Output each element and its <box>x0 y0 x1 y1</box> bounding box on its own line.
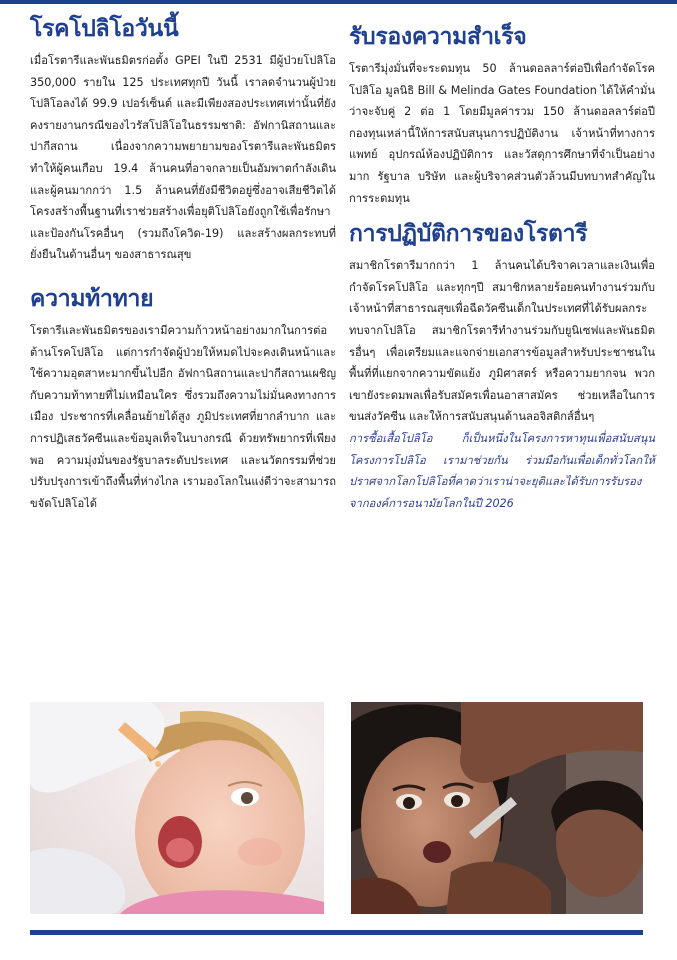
photo-child-illustration <box>30 702 324 914</box>
body-ensuring-success: โรตารีมุ่งมั่นที่จะระดมทุน 50 ล้านดอลลาร์ต่อปีเพื่อกำจัดโรคโปลิโอ มูลนิธิ Bill & Melinda Gates Foundation ได้ให้คำมั่นว่าจะจับคู่ 2 ต่อ 1 โดยมีมูลค่ารวม 150 ล้านดอลลาร์ต่อปี กองทุนเหล่านี้ให้การสนับสนุนการปฏิบัติงาน เจ้าหน้าที่ทางการแพทย์ อุปกรณ์ห้องปฏิบัติการ และวัสดุการศึกษาที่จำเป็นอย่างมาก รัฐบาล บริษัท และผู้บริจาคส่วนตัวล้วนมีบทบาทสำคัญในการระดมทุน <box>349 62 655 205</box>
right-column <box>349 22 655 514</box>
heading-ensuring-success: รับรองความสำเร็จ <box>349 24 527 50</box>
top-rule <box>0 0 677 4</box>
heading-polio-today: โรคโปลิโอวันนี้ <box>30 16 179 42</box>
photo-vaccination-illustration <box>351 702 643 914</box>
bottom-rule <box>30 930 643 935</box>
left-column <box>30 14 336 514</box>
body-polio-today: เมื่อโรตารีและพันธมิตรก่อตั้ง GPEI ในปี 2531 มีผู้ป่วยโปลิโอ 350,000 รายใน 125 ประเทศทุกปี วันนี้ เราลดจำนวนผู้ป่วยโปลิโอลงได้ 99.9 เปอร์เซ็นต์ และมีเพียงสองประเทศเท่านั้นที่ยังคงรายงานกรณีของไวรัสโปลิโอในธรรมชาติ: อัฟกานิสถานและปากีสถาน เนื่องจากความพยายามของโรตารีและพันธมิตร ทำให้ผู้คนเกือบ 19.4 ล้านคนที่อาจกลายเป็นอัมพาตกำลังเดิน และผู้คนมากกว่า 1.5 ล้านคนที่ยังมีชีวิตอยู่ซึ่งอาจเสียชีวิตได้ โครงสร้างพื้นฐานที่เราช่วยสร้างเพื่อยุติโปลิโอยังถูกใช้เพื่อรักษาและป้องกันโรคอื่นๆ (รวมถึงโควิด-19) และสร้างผลกระทบที่ยั่งยืนในด้านอื่นๆ ของสาธารณสุข <box>30 54 336 262</box>
photo-girl-receiving-vaccine <box>351 702 643 914</box>
photo-child-receiving-drops <box>30 702 324 914</box>
body-challenge: โรตารีและพันธมิตรของเรามีความก้าวหน้าอย่างมากในการต่อต้านโรคโปลิโอ แต่การกำจัดผู้ป่วยให้หมดไปจะคงเดินหน้าและใช้ความอุตสาหะมากขึ้นไปอีก อัฟกานิสถานและปากีสถานเผชิญกับความท้าทายที่ไม่เหมือนใคร ซึ่งรวมถึงความไม่มั่นคงทางการเมือง ประชากรที่เคลื่อนย้ายได้สูง ภูมิประเทศที่ยากลำบาก และการปฏิเสธวัคซีนและข้อมูลเท็จในบางกรณี ด้วยทรัพยากรที่เพียงพอ ความมุ่งมั่นของรัฐบาลระดับประเทศ และนวัตกรรมที่ช่วยปรับปรุงการเข้าถึงพื้นที่ห่างไกล เรามองโลกในแง่ดีว่าจะสามารถขจัดโปลิโอได้ <box>30 323 336 510</box>
italic-fundraising-note: การซื้อเสื้อโปลิโอ ก็เป็นหนึ่งในโครงการหาทุนเพื่อสนับสนุนโครงการโปลิโอ เรามาช่วยกัน ร่วมมือกันเพื่อเด็กทั่วโลกให้ปราศจากโลกโปลิโอที่คาดว่าเราน่าจะยุติและได้รับการรับรองจากองค์การอนามัยโลกในปี 2026 <box>349 431 655 510</box>
heading-challenge: ความท้าทาย <box>30 285 154 312</box>
heading-rotary-action: การปฏิบัติการของโรตารี <box>349 221 588 248</box>
body-rotary-action: สมาชิกโรตารีมากกว่า 1 ล้านคนได้บริจาคเวลาและเงินเพื่อกำจัดโรคโปลิโอ และทุกๆปี สมาชิกหลายร้อยคนทำงานร่วมกับเจ้าหน้าที่สาธารณสุขเพื่อฉีดวัคซีนเด็กในประเทศที่ได้รับผลกระทบจากโปลิโอ สมาชิกโรตารีทำงานร่วมกับยูนิเซฟและพันธมิตรอื่นๆ เพื่อเตรียมและแจกจ่ายเอกสารข้อมูลสำหรับประชาชนในพื้นที่ที่แยกจากความขัดแย้ง ภูมิศาสตร์ หรือความยากจน พวกเขายังระดมพลเพื่อรับสมัครเพื่อนอาสาสมัคร ช่วยเหลือในการขนส่งวัคซีน และให้การสนับสนุนด้านลอจิสติกส์อื่นๆ <box>349 259 655 424</box>
